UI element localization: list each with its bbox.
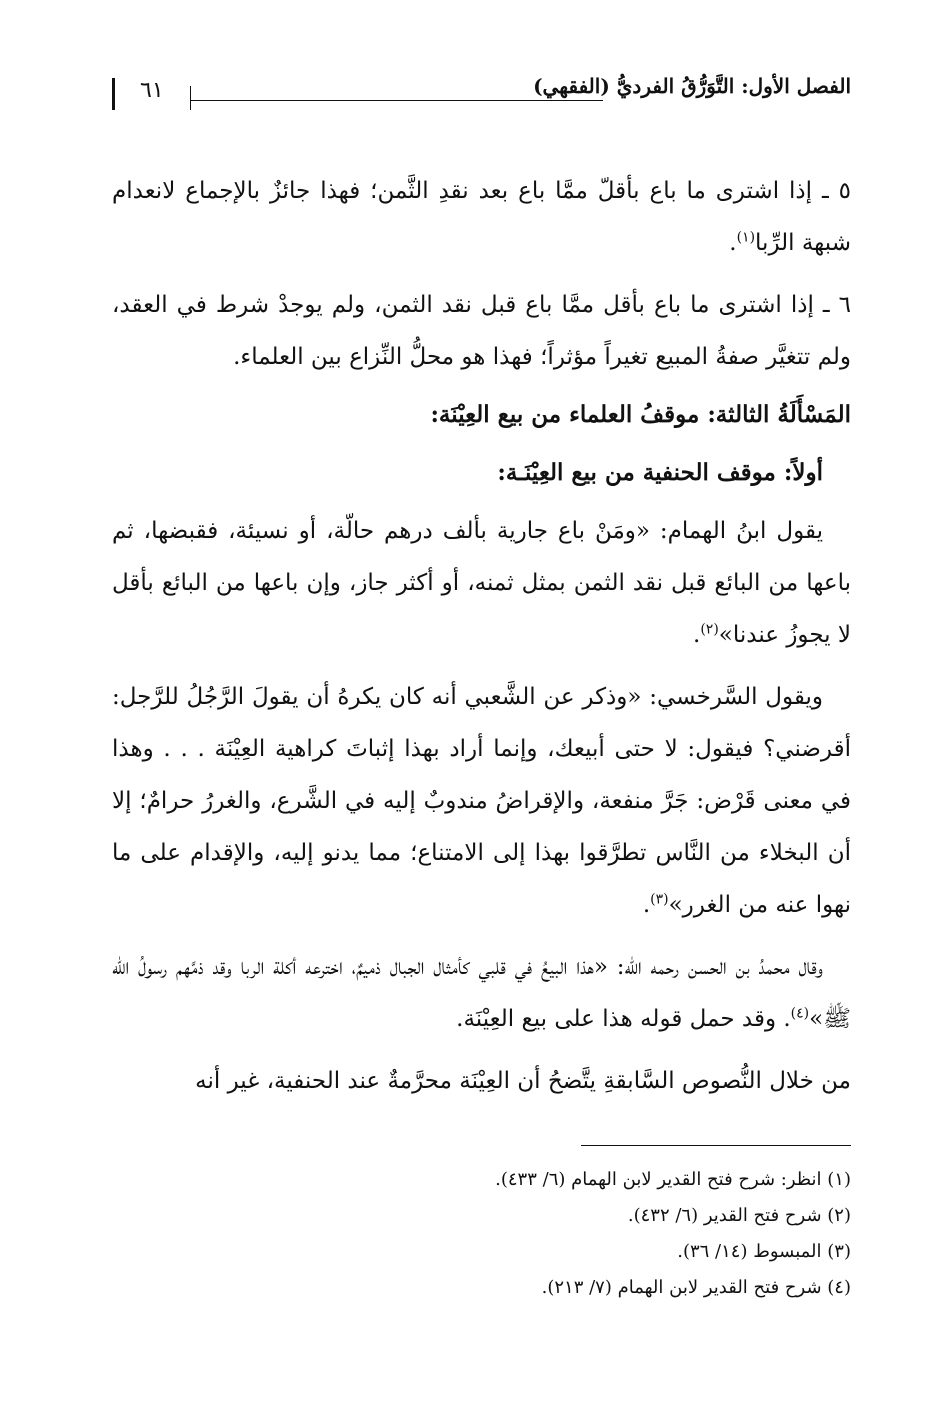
running-header	[112, 72, 851, 116]
section-heading-issue3: المَسْأَلَةُ الثالثة: موقفُ العلماء من بيع العِيْنَة:	[430, 401, 851, 428]
header-tick-mark	[190, 86, 191, 110]
quote-ibn-humam: يقول ابنُ الهمام: «ومَنْ باع جارية بألف درهم حالّة، أو نسيئة، فقبضها، ثم باعها من البائع قبل نقد الثمن بمثل ثمنه، أو أكثر جاز، وإن باعها من البائع بأقل لا يجوزُ عندنا»$^{(٢)}$.	[112, 518, 851, 648]
paragraph-item-6: ٦ ـ إذا اشترى ما باع بأقل ممَّا باع قبل نقد الثمن، ولم يوجدْ شرط في العقد، ولم تتغيَّر صفةُ المبيع تغيراً مؤثراً؛ فهذا هو محلُّ النِّزاع بين العلماء.	[112, 292, 851, 370]
footnote-2: (٢) شرح فتح القدير (٦/ ٤٣٢).	[627, 1205, 851, 1226]
quote-sarakhsi: ويقول السَّرخسي: «وذكر عن الشَّعبي أنه كان يكرهُ أن يقولَ الرَّجُلُ للرَّجل: أقرضني؟ فيقول: لا حتى أبيعك، وإنما أراد بهذا إثباتَ كراهية العِيْنَة . . . وهذا في معنى قَرْض: جَرَّ منفعة، والإقراضُ مندوبٌ إليه في الشَّرع، والغررُ حرامٌ؛ إلا أن البخلاء من النَّاس تطرَّقوا بهذا إلى الامتناع؛ مما يدنو إليه، والإقدام على ما نهوا عنه من الغرر»$^{(٣)}$.	[112, 684, 851, 918]
page-number: ٦١	[140, 78, 164, 103]
footnote-1: (١) انظر: شرح فتح القدير لابن الهمام (٦/ ٤٣٣).	[495, 1169, 851, 1190]
footnote-4: (٤) شرح فتح القدير لابن الهمام (٧/ ٢١٣).	[541, 1277, 851, 1298]
subheading-hanafi: أولاً: موقف الحنفية من بيع العِيْنَـة:	[497, 459, 823, 486]
body-text	[112, 165, 851, 1113]
footnote-ref-2: (٢)	[700, 621, 719, 638]
chapter-title: الفصل الأول: التَّوَرُّقُ الفرديُّ (الفقهي)	[533, 74, 851, 98]
footnote-ref-3: (٣)	[650, 891, 669, 908]
header-rule	[190, 100, 603, 101]
footnote-ref-1: (١)	[736, 229, 756, 246]
paragraph-item-5: ٥ ـ إذا اشترى ما باع بأقلّ ممَّا باع بعد نقدِ الثَّمن؛ فهذا جائزٌ بالإجماع لانعدام شبهة الرِّبا$^{(١)}$.	[112, 178, 851, 256]
footnote-ref-4: (٤)	[790, 1005, 810, 1022]
footnotes	[300, 1162, 851, 1306]
conclusion-paragraph: من خلال النُّصوص السَّابقةِ يتَّضحُ أن العِيْنَة محرَّمةٌ عند الحنفية، غير أنه	[195, 1068, 851, 1094]
page-bar-mark	[112, 78, 115, 110]
quote-muhammad-hasan: وقال محمدُ بن الحسن رحمه الله: «هذا البيعُ في قلبي كأمثال الجبال ذميمٌ، اخترعه أكلة الربا وقد ذمَّهم رسولُ الله ﷺ»$^{(٤)}$. وقد حمل قوله هذا على بيع العِيْنَة.	[112, 954, 851, 1032]
footnote-rule	[581, 1145, 851, 1146]
footnote-3: (٣) المبسوط (١٤/ ٣٦).	[677, 1241, 851, 1262]
